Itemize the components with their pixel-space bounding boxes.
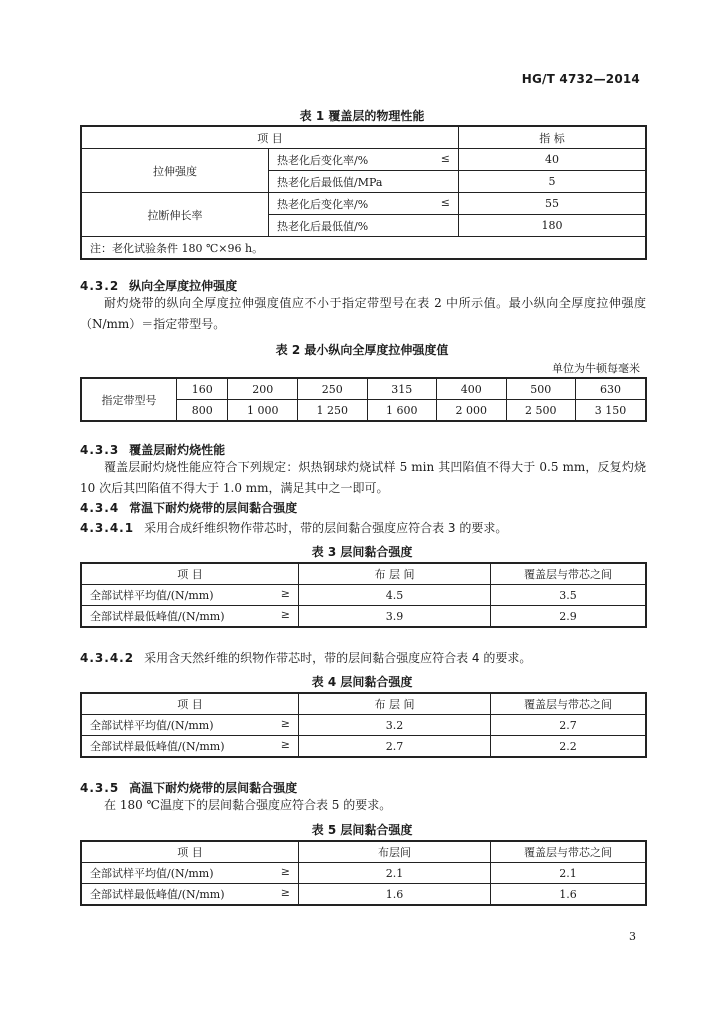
table2-cell: 630 — [576, 378, 646, 400]
table5-caption: 表 5 层间黏合强度 — [311, 823, 413, 837]
table3-header-item: 项 目 — [81, 563, 299, 585]
table1-group-elongation: 拉断伸长率 — [81, 193, 269, 237]
table3-header-b: 覆盖层与带芯之间 — [491, 563, 647, 585]
table2-cell: 315 — [367, 378, 437, 400]
table2-cell: 1 000 — [228, 400, 298, 422]
section-4-3-5-text: 在 180 ℃温度下的层间黏合强度应符合表 5 的要求。 — [104, 798, 392, 812]
table3-cell: 3.9 — [299, 606, 491, 628]
table1-row-item: 热老化后最低值/MPa — [269, 171, 459, 193]
table1-header-item: 项 目 — [81, 126, 459, 149]
table4-row-item: 全部试样最低峰值/(N/mm) ≥ — [81, 736, 299, 758]
page-number: 3 — [629, 930, 636, 943]
table5-cell: 2.1 — [299, 863, 491, 884]
table4-header-item: 项 目 — [81, 693, 299, 715]
table2-cell: 160 — [177, 378, 228, 400]
table5-row-item: 全部试样最低峰值/(N/mm) ≥ — [81, 884, 299, 906]
standard-code: HG/T 4732—2014 — [521, 72, 640, 86]
section-4-3-3-text: 覆盖层耐灼烧性能应符合下列规定：炽热钢球灼烧试样 5 min 其凹陷值不得大于 0.5 mm，反复灼烧 10 次后其凹陷值不得大于 1.0 mm，满足其中之一即可。 — [80, 460, 646, 495]
table4-cell: 2.2 — [491, 736, 647, 758]
table3-row-item: 全部试样最低峰值/(N/mm) ≥ — [81, 606, 299, 628]
table1-note: 注：老化试验条件 180 ℃×96 h。 — [81, 237, 646, 260]
table2 — [80, 377, 647, 422]
table3-caption: 表 3 层间黏合强度 — [311, 545, 413, 559]
table3-cell: 2.9 — [491, 606, 647, 628]
table1-caption: 表 1 覆盖层的物理性能 — [299, 109, 425, 123]
table2-cell: 200 — [228, 378, 298, 400]
table4-caption: 表 4 层间黏合强度 — [311, 675, 413, 689]
section-4-3-4-1: 4.3.4.1 采用合成纤维织物作带芯时，带的层间黏合强度应符合表 3 的要求。 — [80, 521, 508, 535]
section-4-3-3-heading: 4.3.3 覆盖层耐灼烧性能 — [80, 443, 226, 457]
table2-cell: 800 — [177, 400, 228, 422]
table4-cell: 3.2 — [299, 715, 491, 736]
section-4-3-2-text: 耐灼烧带的纵向全厚度拉伸强度值应不小于指定带型号在表 2 中所示值。最小纵向全厚度拉伸强度（N/mm）＝指定带型号。 — [80, 296, 646, 331]
section-4-3-2-heading: 4.3.2 纵向全厚度拉伸强度 — [80, 279, 238, 293]
table3-header-a: 布 层 间 — [299, 563, 491, 585]
table4-header-a: 布 层 间 — [299, 693, 491, 715]
table2-cell: 1 250 — [298, 400, 368, 422]
section-4-3-4-2: 4.3.4.2 采用含天然纤维的织物作带芯时，带的层间黏合强度应符合表 4 的要求。 — [80, 651, 532, 665]
table2-cell: 2 000 — [437, 400, 507, 422]
table5-cell: 2.1 — [491, 863, 647, 884]
table5-header-item: 项 目 — [81, 841, 299, 863]
table3-cell: 4.5 — [299, 585, 491, 606]
table3 — [80, 562, 647, 628]
table2-cell: 250 — [298, 378, 368, 400]
table1 — [80, 125, 647, 260]
table2-caption: 表 2 最小纵向全厚度拉伸强度值 — [275, 343, 449, 357]
table2-cell: 500 — [506, 378, 576, 400]
table1-group-tensile: 拉伸强度 — [81, 149, 269, 193]
table2-cell: 1 600 — [367, 400, 437, 422]
table1-row-value: 5 — [459, 171, 647, 193]
table1-header-value: 指 标 — [459, 126, 647, 149]
table2-cell: 2 500 — [506, 400, 576, 422]
table5-header-b: 覆盖层与带芯之间 — [491, 841, 647, 863]
table4-cell: 2.7 — [299, 736, 491, 758]
table2-cell: 3 150 — [576, 400, 646, 422]
table2-cell: 400 — [437, 378, 507, 400]
table1-row-value: 180 — [459, 215, 647, 237]
table1-row-value: 40 — [459, 149, 647, 171]
table4-header-b: 覆盖层与带芯之间 — [491, 693, 647, 715]
table3-row-item: 全部试样平均值/(N/mm) ≥ — [81, 585, 299, 606]
section-4-3-4-heading: 4.3.4 常温下耐灼烧带的层间黏合强度 — [80, 501, 298, 515]
table5-cell: 1.6 — [299, 884, 491, 906]
table5-row-item: 全部试样平均值/(N/mm) ≥ — [81, 863, 299, 884]
table2-row-label: 指定带型号 — [81, 378, 177, 421]
section-4-3-5-heading: 4.3.5 高温下耐灼烧带的层间黏合强度 — [80, 781, 298, 795]
table2-unit: 单位为牛顿每毫米 — [552, 362, 640, 375]
table5-cell: 1.6 — [491, 884, 647, 906]
table1-row-item: 热老化后变化率/% ≤ — [269, 149, 459, 171]
table1-row-item: 热老化后最低值/% — [269, 215, 459, 237]
table5-header-a: 布层间 — [299, 841, 491, 863]
table1-row-value: 55 — [459, 193, 647, 215]
table3-cell: 3.5 — [491, 585, 647, 606]
table1-row-item: 热老化后变化率/% ≤ — [269, 193, 459, 215]
table4-cell: 2.7 — [491, 715, 647, 736]
table4-row-item: 全部试样平均值/(N/mm) ≥ — [81, 715, 299, 736]
table4 — [80, 692, 647, 758]
table5 — [80, 840, 647, 906]
